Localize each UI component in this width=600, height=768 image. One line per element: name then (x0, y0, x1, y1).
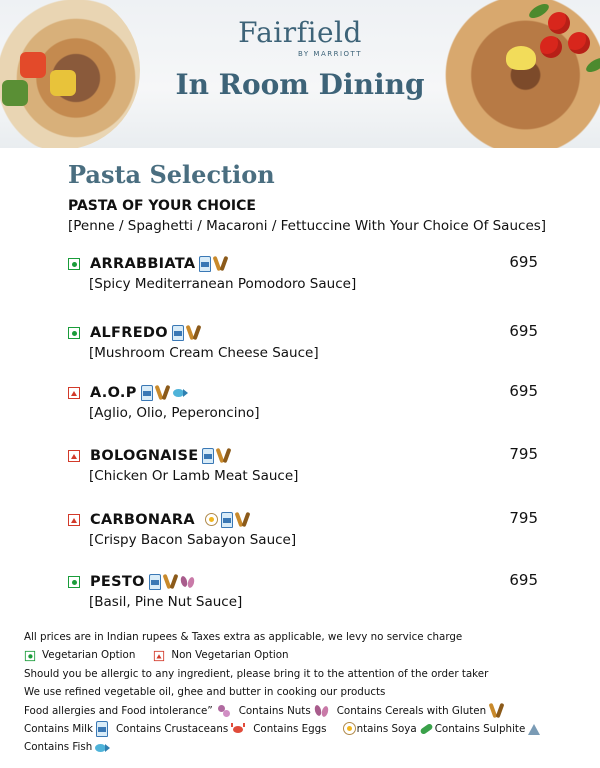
gluten-icon (155, 385, 171, 401)
contains-fish-label: Contains Fish (24, 741, 93, 754)
item-price: 795 (509, 445, 538, 463)
legend-line (24, 646, 584, 664)
gluten-icon (489, 703, 505, 719)
menu-item (68, 322, 548, 361)
item-description: [Chicken Or Lamb Meat Sauce] (89, 468, 299, 484)
contains-soya-label: ntains Soya (356, 723, 417, 736)
veg-icon (25, 651, 35, 661)
gluten-icon (216, 448, 232, 464)
egg-icon (343, 722, 357, 736)
sulphite-icon (527, 722, 541, 736)
nonveg-option-label: Non Vegetarian Option (171, 649, 289, 662)
allergy-icon (217, 704, 231, 718)
item-name: BOLOGNAISE (90, 448, 199, 464)
non-veg-icon (68, 514, 80, 526)
allergen-icons (202, 448, 232, 464)
allergen-icons (205, 512, 251, 528)
nuts-icon (315, 704, 329, 718)
milk-icon (141, 385, 153, 401)
item-price: 695 (509, 322, 538, 340)
oil-notice: We use refined vegetable oil, ghee and butter in cooking our products (24, 686, 386, 699)
allergen-legend-row-2 (24, 720, 584, 738)
allergen-legend-row-3 (24, 738, 584, 756)
milk-icon (96, 721, 108, 737)
fish-icon (173, 387, 189, 399)
item-name: A.O.P (90, 385, 137, 401)
gluten-icon (186, 325, 202, 341)
item-price: 695 (509, 571, 538, 589)
section-heading: PASTA OF YOUR CHOICE (68, 198, 256, 214)
gluten-icon (213, 256, 229, 272)
non-veg-icon (68, 387, 80, 399)
item-price: 695 (509, 382, 538, 400)
contains-nuts-label: Contains Nuts (238, 704, 311, 717)
item-description: [Crispy Bacon Sabayon Sauce] (89, 532, 297, 548)
item-description: [Mushroom Cream Cheese Sauce] (89, 345, 319, 361)
non-veg-icon (154, 651, 164, 661)
contains-gluten-label: Contains Cereals with Gluten (336, 704, 487, 717)
section-title: Pasta Selection (68, 160, 275, 189)
item-price: 695 (509, 253, 538, 271)
gluten-icon (235, 512, 251, 528)
milk-icon (199, 256, 211, 272)
veg-icon (68, 576, 80, 588)
allergen-legend-row-1 (24, 702, 584, 720)
non-veg-icon (68, 450, 80, 462)
egg-icon (205, 513, 219, 527)
item-name: ARRABBIATA (90, 256, 196, 272)
footnotes (24, 628, 584, 757)
brand-name: Fairfield (238, 16, 362, 49)
item-name: CARBONARA (90, 512, 195, 528)
price-note: All prices are in Indian rupees & Taxes extra as applicable, we levy no service charge (24, 631, 463, 643)
item-price: 795 (509, 509, 538, 527)
veg-icon (68, 327, 80, 339)
item-description: [Spicy Mediterranean Pomodoro Sauce] (89, 276, 357, 292)
contains-crustaceans-label: Contains Crustaceans (115, 723, 229, 736)
contains-eggs-label: Contains Eggs (253, 723, 327, 736)
item-description: [Basil, Pine Nut Sauce] (89, 594, 243, 610)
item-name: PESTO (90, 574, 145, 590)
item-description: [Aglio, Olio, Peperoncino] (89, 405, 260, 421)
allergen-icons (199, 256, 229, 272)
menu-item (68, 509, 548, 548)
soya-icon (419, 722, 433, 736)
milk-icon (202, 448, 214, 464)
veg-icon (68, 258, 80, 270)
menu-item (68, 382, 548, 421)
header-banner (0, 0, 600, 148)
nuts-icon (181, 575, 195, 589)
allergen-icons (172, 325, 202, 341)
item-name: ALFREDO (90, 325, 168, 341)
menu-item (68, 253, 548, 292)
contains-sulphite-label: Contains Sulphite (434, 723, 526, 736)
section-description: [Penne / Spaghetti / Macaroni / Fettuccine With Your Choice Of Sauces] (68, 218, 547, 234)
veg-option-label: Vegetarian Option (42, 649, 136, 662)
food-allergies-label: Food allergies and Food intolerance” (24, 704, 213, 717)
crustaceans-icon (231, 723, 245, 735)
brand-subtitle: BY MARRIOTT (298, 50, 362, 58)
fish-icon (95, 742, 111, 754)
page-title: In Room Dining (175, 68, 425, 101)
allergy-notice: Should you be allergic to any ingredient, please bring it to the attention of the order taker (24, 667, 489, 680)
milk-icon (221, 512, 233, 528)
brand-logo (0, 18, 600, 58)
milk-icon (149, 574, 161, 590)
gluten-icon (163, 574, 179, 590)
milk-icon (172, 325, 184, 341)
allergen-icons (149, 574, 195, 590)
menu-item (68, 571, 548, 610)
contains-milk-label: Contains Milk (24, 723, 93, 736)
allergen-icons (141, 385, 189, 401)
menu-item (68, 445, 548, 484)
